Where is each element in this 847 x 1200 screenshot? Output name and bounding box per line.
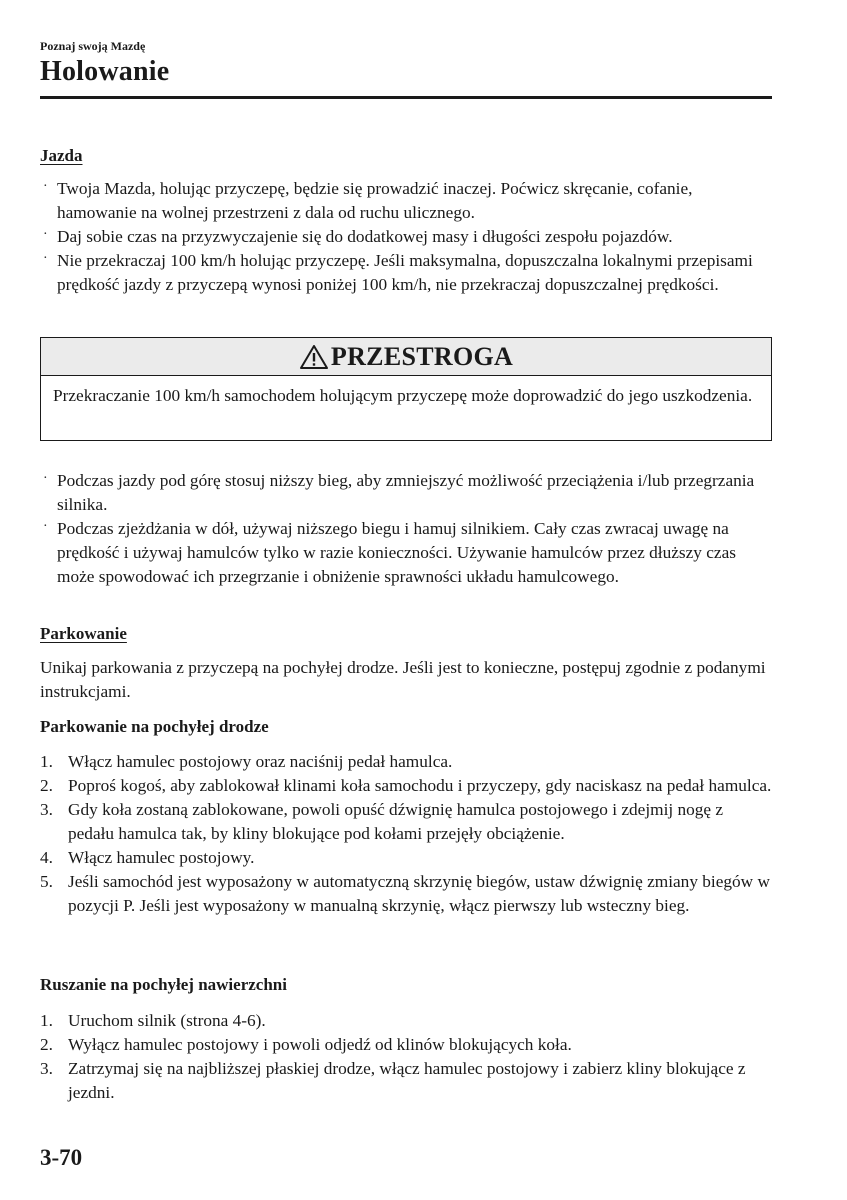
step-text: Jeśli samochód jest wyposażony w automatyczną skrzynię biegów, ustaw dźwignię zmiany biegów w pozycji P. Jeśli jest wyposażony w manualną skrzynię, włącz pierwszy lub wsteczny bieg.: [68, 872, 770, 915]
section-heading-jazda: Jazda: [40, 146, 83, 165]
bullet-dot-icon: ·: [43, 471, 48, 486]
step-text: Poproś kogoś, aby zablokował klinami koła samochodu i przyczepy, gdy naciskasz na pedał hamulca.: [68, 776, 772, 795]
list-item: [40, 798, 772, 846]
list-item: [40, 249, 772, 297]
warning-triangle-icon: [299, 344, 329, 370]
subsection-heading-ruszanie: Ruszanie na pochyłej nawierzchni: [40, 975, 287, 994]
list-item-text: Nie przekraczaj 100 km/h holując przyczepę. Jeśli maksymalna, dopuszczalna lokalnymi przepisami prędkość jazdy z przyczepą wynosi poniżej 100 km/h, nie przekraczaj dopuszczalnej prędkości.: [57, 251, 753, 294]
caution-text: Przekraczanie 100 km/h samochodem holującym przyczepę może doprowadzić do jego uszkodzenia.: [53, 386, 753, 405]
bullet-dot-icon: ·: [43, 179, 48, 194]
list-item: [40, 1009, 772, 1033]
step-text: Gdy koła zostaną zablokowane, powoli opuść dźwignię hamulca postojowego i zdejmij nogę z pedału hamulca tak, by kliny blokujące pod kołami przejęły obciążenie.: [68, 800, 724, 843]
section-heading-parkowanie: Parkowanie: [40, 624, 127, 643]
list-item: [40, 846, 772, 870]
list-item-text: Podczas jazdy pod górę stosuj niższy bieg, aby zmniejszyć możliwość przeciążenia i/lub przegrzania silnika.: [57, 471, 755, 514]
list-item-text: Daj sobie czas na przyzwyczajenie się do dodatkowej masy i długości zespołu pojazdów.: [57, 227, 673, 246]
bullet-dot-icon: ·: [43, 519, 48, 534]
list-item-text: Podczas zjeżdżania w dół, używaj niższego biegu i hamuj silnikiem. Cały czas zwracaj uwagę na prędkość i używaj hamulców tylko w razie konieczności. Używanie hamulców przez dłuższy czas może spowodować ich przegrzanie i obniżenie sprawności układu hamulcowego.: [57, 519, 736, 586]
breadcrumb: Poznaj swoją Mazdę: [40, 39, 146, 53]
step-text: Włącz hamulec postojowy oraz naciśnij pedał hamulca.: [68, 752, 453, 771]
list-item-text: Twoja Mazda, holując przyczepę, będzie się prowadzić inaczej. Poćwicz skręcanie, cofanie, hamowanie na wolnej przestrzeni z dala od ruchu ulicznego.: [57, 179, 693, 222]
list-item: [40, 177, 772, 225]
list-item: [40, 750, 772, 774]
subsection-heading-parkowanie-pochyla: Parkowanie na pochyłej drodze: [40, 717, 269, 736]
section-ruszanie: [40, 973, 772, 1105]
step-number: 2.: [40, 776, 53, 795]
step-text: Wyłącz hamulec postojowy i powoli odjedź od klinów blokujących koła.: [68, 1035, 572, 1054]
parkowanie-intro: Unikaj parkowania z przyczepą na pochyłej drodze. Jeśli jest to konieczne, postępuj zgodnie z podanymi instrukcjami.: [40, 658, 766, 701]
step-number: 5.: [40, 872, 53, 891]
step-number: 2.: [40, 1035, 53, 1054]
bullet-dot-icon: ·: [43, 251, 48, 266]
list-item: [40, 469, 772, 517]
list-item: [40, 1033, 772, 1057]
step-number: 3.: [40, 1059, 53, 1078]
list-item: [40, 774, 772, 798]
section-jazda-continued: [40, 469, 772, 589]
section-parkowanie: [40, 622, 772, 918]
list-item: [40, 870, 772, 918]
list-item: [40, 1057, 772, 1105]
step-text: Włącz hamulec postojowy.: [68, 848, 255, 867]
step-text: Uruchom silnik (strona 4-6).: [68, 1011, 266, 1030]
caution-title: PRZESTROGA: [330, 341, 514, 371]
section-jazda: [40, 144, 772, 297]
list-item: [40, 517, 772, 589]
step-number: 1.: [40, 752, 53, 771]
step-text: Zatrzymaj się na najbliższej płaskiej drodze, włącz hamulec postojowy i zabierz kliny blokujące z jezdni.: [68, 1059, 746, 1102]
caution-header: [41, 338, 771, 376]
step-number: 4.: [40, 848, 53, 867]
page-title: Holowanie: [40, 56, 170, 87]
bullet-dot-icon: ·: [43, 227, 48, 242]
title-divider: [40, 96, 772, 99]
caution-box: [40, 337, 772, 441]
page-number: 3-70: [40, 1145, 83, 1170]
step-number: 3.: [40, 800, 53, 819]
list-item: [40, 225, 772, 249]
step-number: 1.: [40, 1011, 53, 1030]
